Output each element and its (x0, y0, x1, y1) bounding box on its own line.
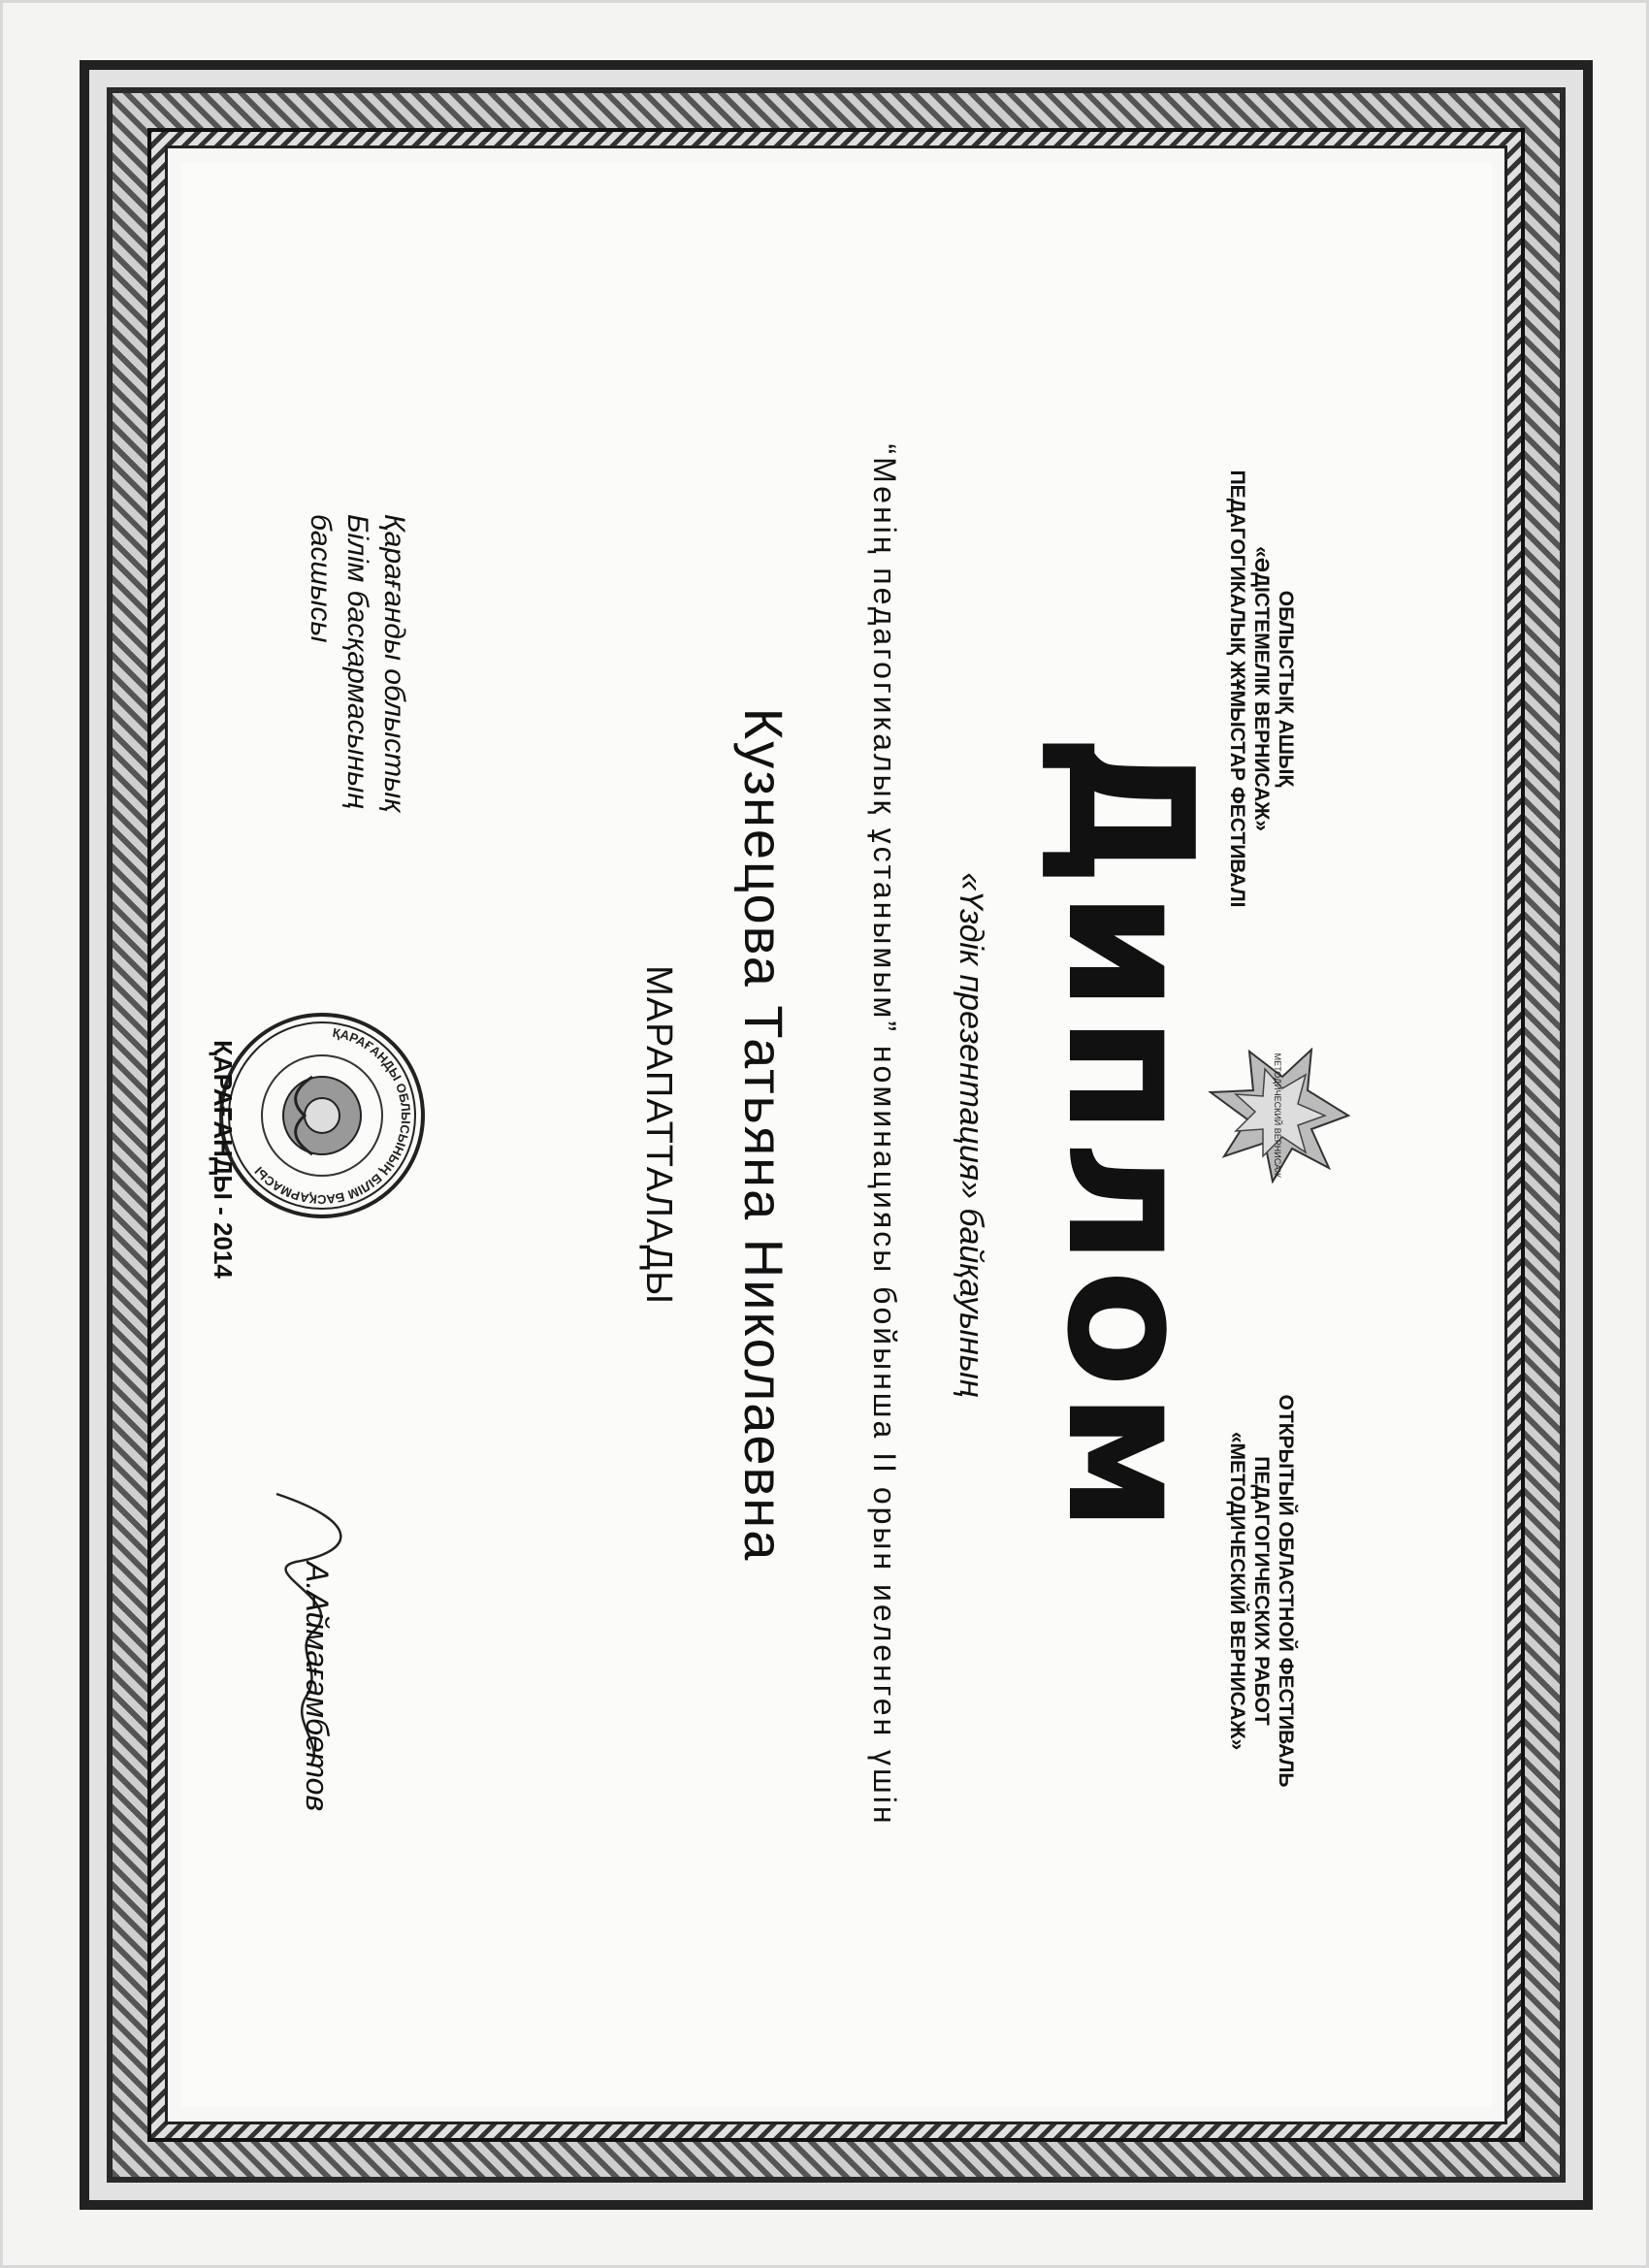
organizer-kazakh-line: ПЕДАГОГИКАЛЫҚ ЖҰМЫСТАР ФЕСТИВАЛІ (1226, 470, 1248, 908)
seal-text: ҚАРАҒАНДЫ ОБЛЫСЫНЫҢ БІЛІМ БАСҚАРМАСЫ (251, 1024, 414, 1208)
organizer-russian-line: ПЕДАГОГИЧЕСКИХ РАБОТ (1250, 1456, 1273, 1726)
signer-title-line: Білім басқармасының (341, 514, 373, 809)
contest-name: «Үздік презентация» байқауының (953, 872, 989, 1398)
awarded-word: МАРАПАТТАЛАДЫ (638, 965, 679, 1305)
organizer-kazakh-line: ОБЛЫСТЫҚ АШЫҚ (1275, 590, 1297, 788)
signatory-name: А.Аймағамбетов (300, 1562, 335, 1812)
organizer-kazakh-line: «ӘДІСТЕМЕЛІК ВЕРНИСАЖ» (1250, 546, 1273, 831)
organizer-russian-line: «МЕТОДИЧЕСКИЙ ВЕРНИСАЖ» (1226, 1431, 1248, 1751)
signer-title-line: Қарағанды облыстық (378, 514, 410, 813)
place-and-year: ҚАРАҒАНДЫ - 2014 (209, 1040, 238, 1279)
organizer-russian (1225, 1319, 1298, 1863)
recipient-name: Кузнецова Татьяна Николаевна (733, 707, 794, 1563)
nomination-text: “Менің педагогикалық ұстанымым” номинациясы бойынша II орын иеленген үшін (867, 443, 902, 1827)
signer-title (302, 514, 412, 1019)
signer-title-line: басшысы (305, 514, 337, 643)
official-seal (215, 1009, 429, 1222)
organizer-russian-line: ОТКРЫТЫЙ ОБЛАСТНОЙ ФЕСТИВАЛЬ (1275, 1394, 1297, 1788)
seal-stamp-icon (215, 1009, 429, 1222)
organizer-kazakh (1225, 417, 1298, 960)
logo-caption: МЕТОДИЧЕСКИЙ ВЕРНИСАЖ (1273, 1053, 1282, 1179)
diploma-title: Диплом (1029, 732, 1230, 1538)
